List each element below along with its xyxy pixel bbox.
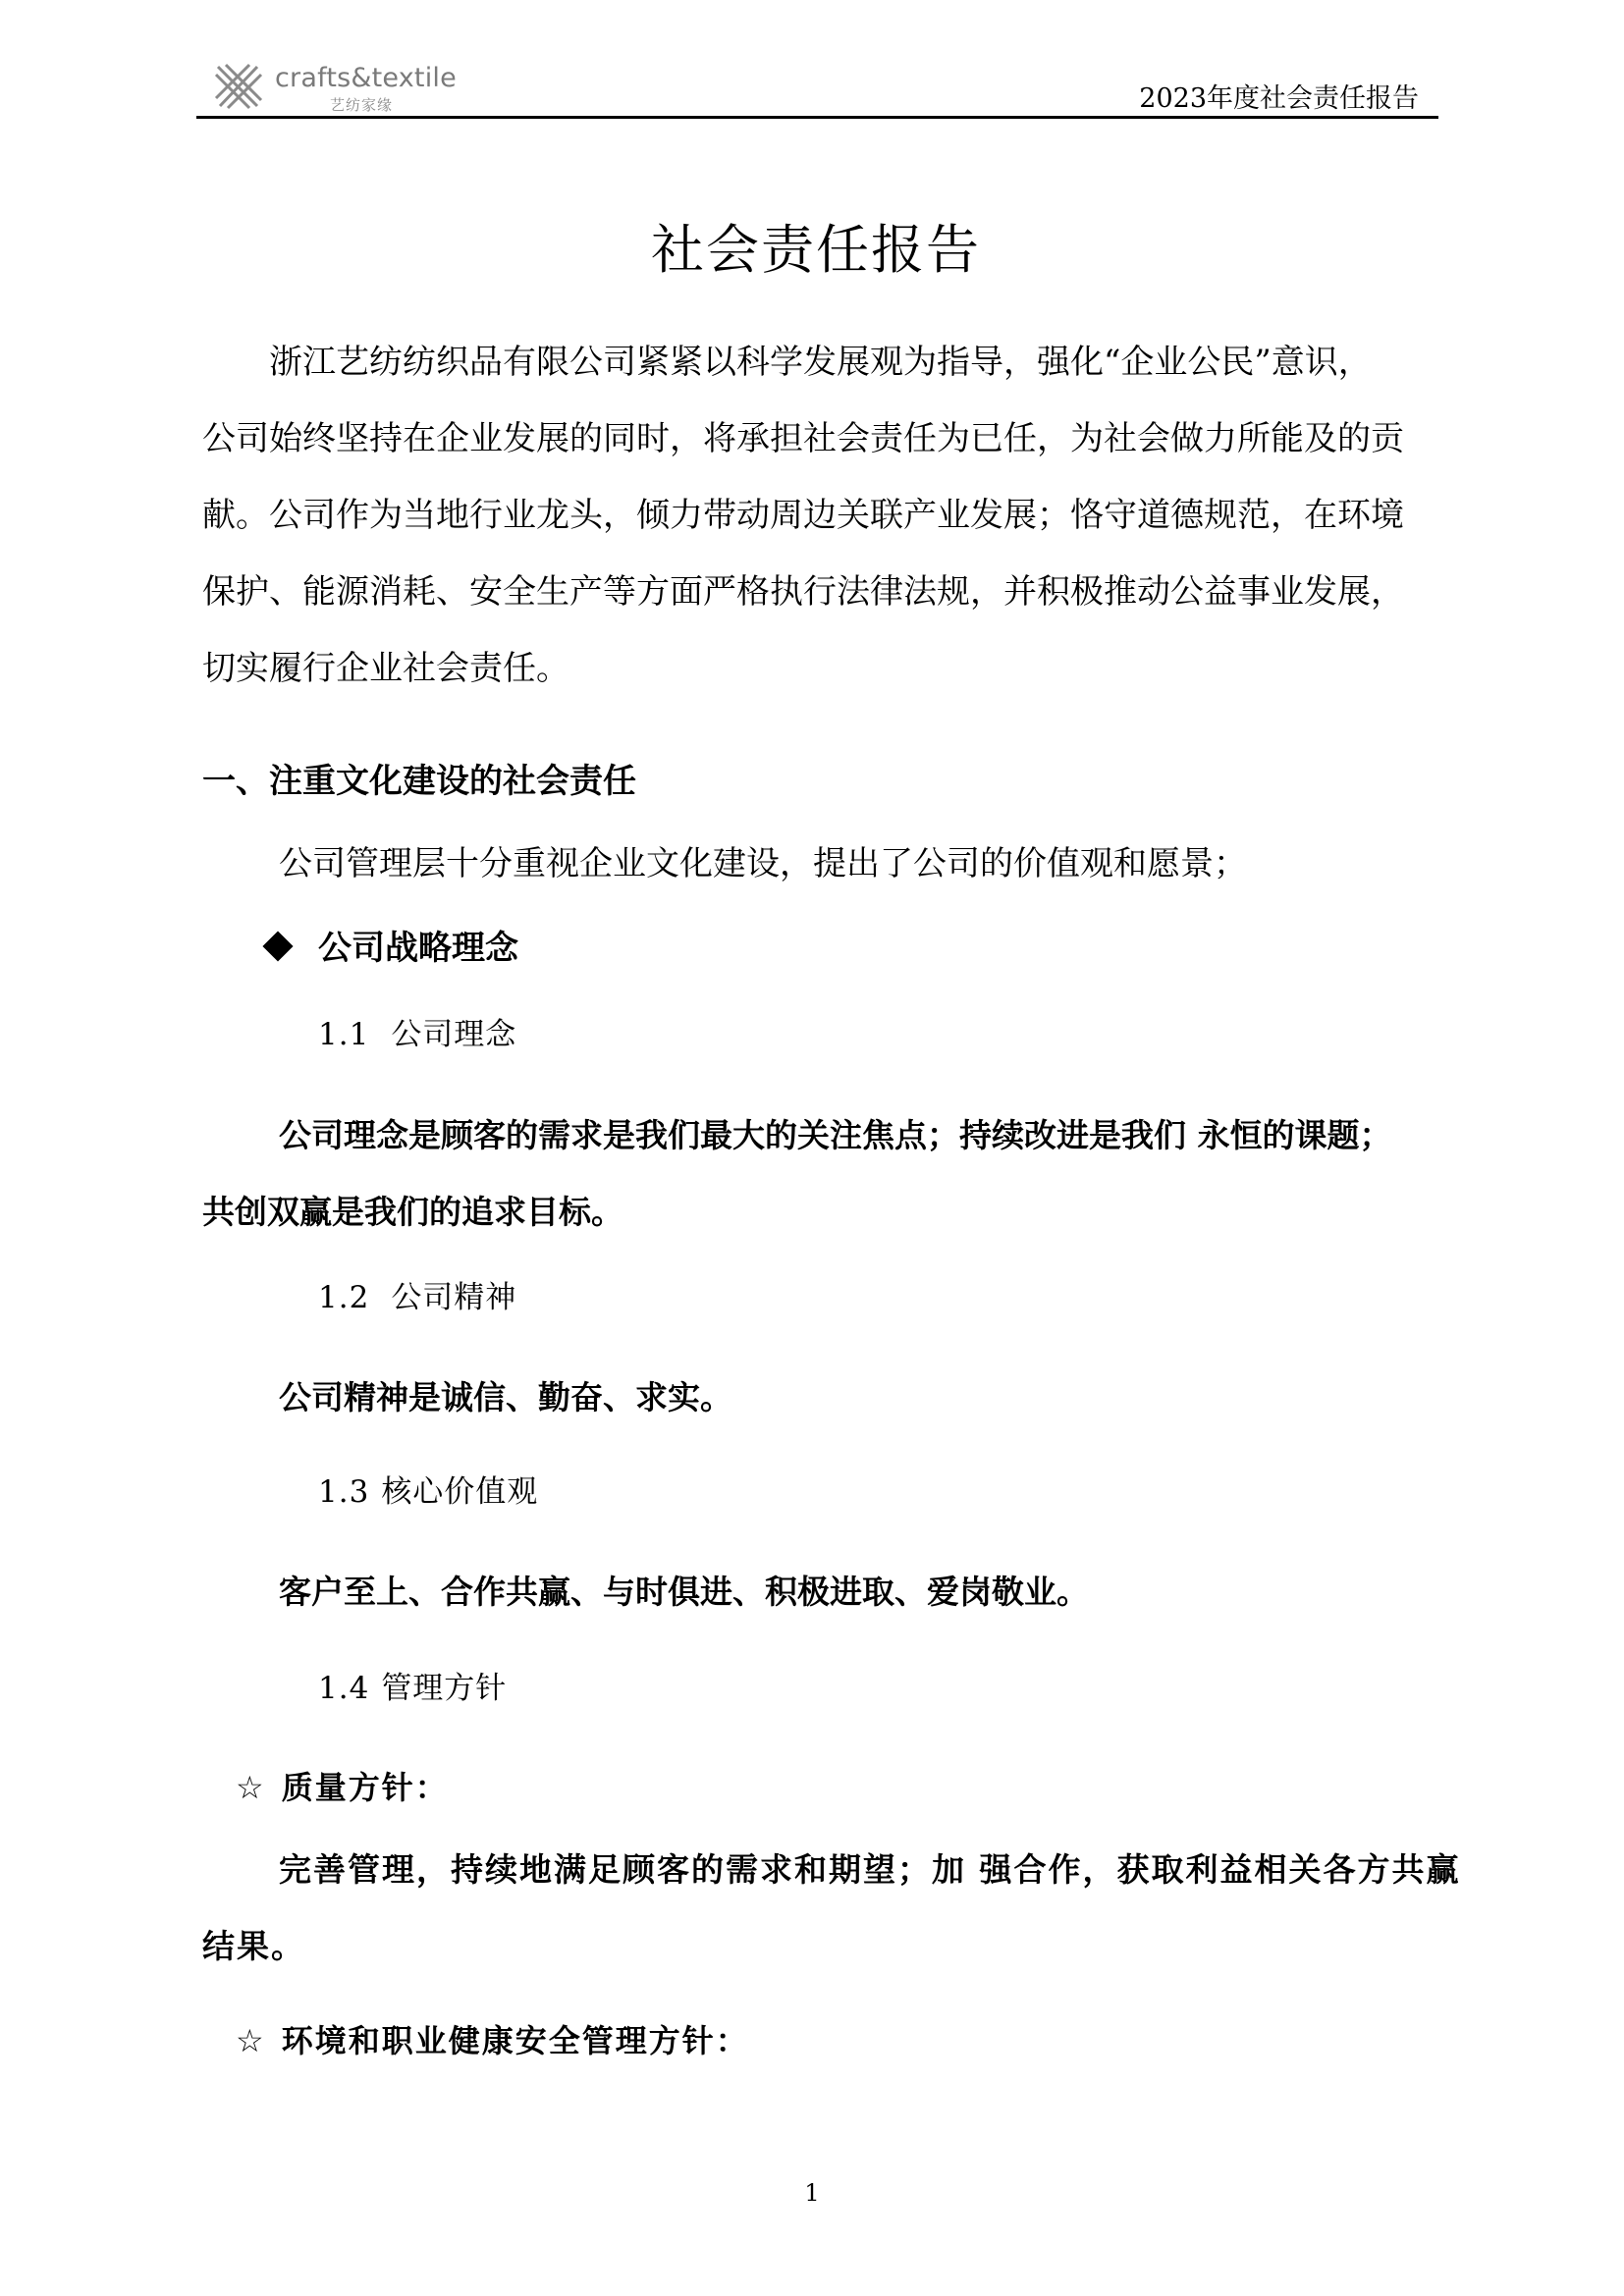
- logo-mark-icon: [214, 61, 263, 110]
- subsection-heading: [267, 921, 518, 969]
- quality-policy-line: 结果。: [202, 1927, 305, 1965]
- quality-policy-heading: [236, 1763, 449, 1808]
- item-label: 公司精神: [391, 1280, 517, 1315]
- logo-text-en: crafts&textile: [275, 63, 457, 93]
- diamond-bullet-icon: [262, 931, 293, 961]
- item-1-3: [318, 1467, 538, 1511]
- env-policy-title: 环境和职业健康安全管理方针：: [281, 2022, 749, 2059]
- page-header: [196, 47, 1438, 118]
- intro-line: 献。公司作为当地行业龙头，倾力带动周边关联产业发展；恪守道德规范，在环境: [202, 496, 1404, 535]
- values-text: 客户至上、合作共赢、与时俱进、积极进取、爱岗敬业。: [279, 1573, 1089, 1611]
- quality-policy-line: 完善管理，持续地满足顾客的需求和期望；加 强合作，获取利益相关各方共赢: [279, 1850, 1461, 1889]
- concept-line: 公司理念是顾客的需求是我们最大的关注焦点；持续改进是我们 永恒的课题；: [279, 1116, 1392, 1154]
- item-label: 核心价值观: [381, 1474, 539, 1510]
- item-number: 1.3: [318, 1474, 370, 1510]
- document-title: 社会责任报告: [651, 219, 981, 281]
- company-logo: [214, 59, 469, 114]
- item-label: 公司理念: [391, 1017, 517, 1052]
- item-1-2: [318, 1272, 516, 1316]
- star-bullet-icon: ☆: [236, 1769, 264, 1806]
- item-label: 管理方针: [381, 1671, 508, 1706]
- item-1-4: [318, 1663, 507, 1707]
- item-number: 1.2: [318, 1280, 370, 1315]
- quality-policy-paragraph: [202, 1832, 1461, 1985]
- page-number: 1: [804, 2179, 820, 2207]
- intro-paragraph: [202, 324, 1430, 707]
- intro-line: 公司始终坚持在企业发展的同时，将承担社会责任为已任，为社会做力所能及的贡: [202, 419, 1404, 458]
- section-heading: 一、注重文化建设的社会责任: [202, 762, 636, 801]
- intro-line: 保护、能源消耗、安全生产等方面严格执行法律法规，并积极推动公益事业发展，: [202, 572, 1404, 612]
- spirit-text: 公司精神是诚信、勤奋、求实。: [279, 1378, 732, 1416]
- concept-line: 共创双赢是我们的追求目标。: [202, 1193, 623, 1231]
- item-number: 1.4: [318, 1671, 370, 1706]
- header-divider: [196, 116, 1438, 119]
- env-policy-heading: [236, 2016, 749, 2061]
- intro-line: 切实履行企业社会责任。: [202, 649, 569, 688]
- report-header-title: 2023年度社会责任报告: [1139, 83, 1419, 114]
- section-intro: 公司管理层十分重视企业文化建设，提出了公司的价值观和愿景；: [279, 844, 1247, 883]
- logo-text-cn: 艺纺家缘: [330, 96, 394, 114]
- item-1-1: [318, 1009, 516, 1053]
- intro-line: 浙江艺纺纺织品有限公司紧紧以科学发展观为指导，强化“企业公民”意识，: [269, 343, 1372, 382]
- item-number: 1.1: [318, 1017, 370, 1052]
- star-bullet-icon: ☆: [236, 2022, 264, 2059]
- concept-paragraph: [202, 1097, 1430, 1251]
- subsection-heading-text: 公司战略理念: [318, 929, 518, 968]
- quality-policy-title: 质量方针：: [281, 1769, 449, 1806]
